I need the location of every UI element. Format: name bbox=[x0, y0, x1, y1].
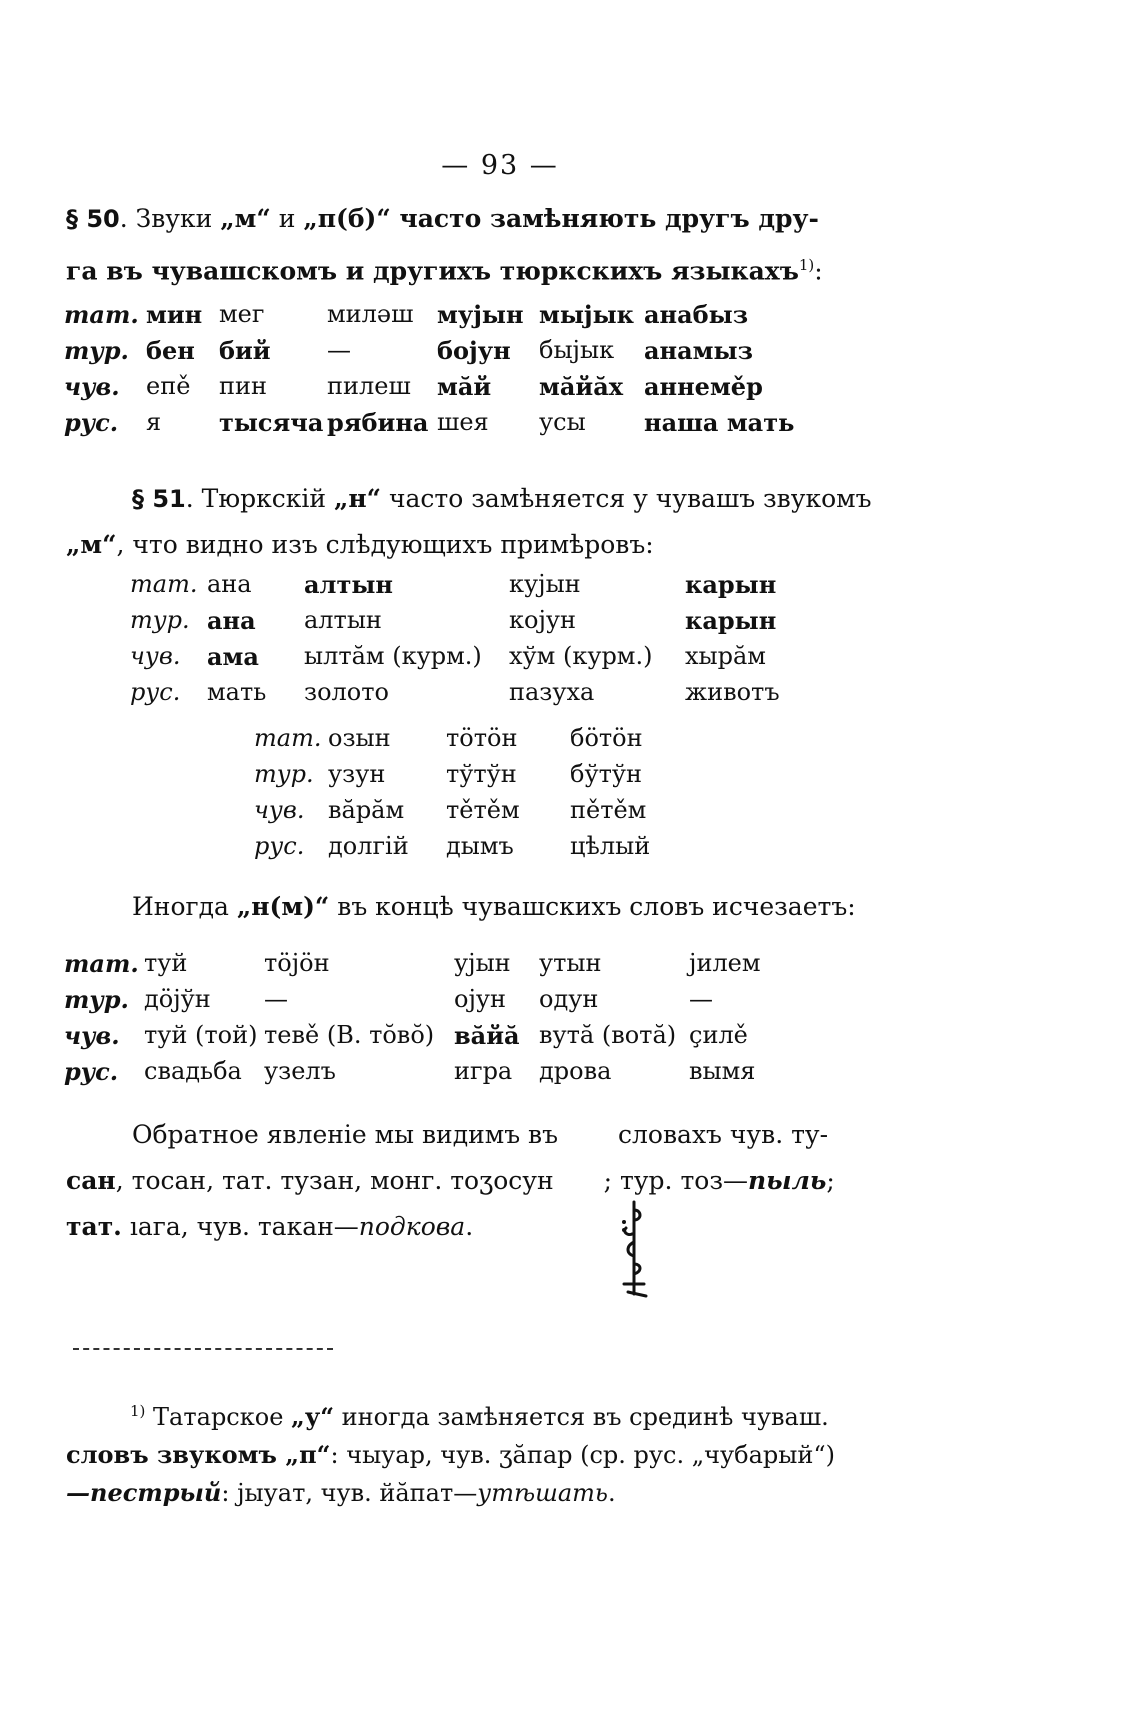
table-row: рус. я тысяча рябина шея усы наша мать bbox=[64, 407, 795, 437]
table-row: рус. мать золото пазуха животъ bbox=[130, 678, 780, 706]
footnote-ref: 1) bbox=[798, 256, 815, 274]
table-row: тат. мин мег миләш мујын мыјык анабыз bbox=[64, 299, 749, 329]
footnote: $^{1)}$ Татарское „у“ иногда замѣняется въ срединѣ чуваш. словъ звукомъ „п“: чыуар, чув. ʒăпар (ср. рус. „чубарый“) —пестрый: јыуат, чув. йăпат—утѣшать. bbox=[66, 1402, 836, 1507]
table-row: тур. бен бий — бојун быјык анамыз bbox=[64, 335, 753, 365]
section-number: § 51 bbox=[132, 485, 186, 513]
table-row: тур. дӧјўн — ојун одун — bbox=[64, 984, 713, 1014]
table-final-n bbox=[64, 945, 809, 1089]
table-row: тур. узун тўтўн бўтўн bbox=[254, 760, 642, 788]
paragraph-inogda: Иногда „н(м)“ въ концѣ чувашскихъ словъ исчезаетъ: bbox=[132, 892, 856, 921]
table-row: тат. туй тӧјӧн ујын утын јилем bbox=[64, 948, 761, 978]
table-row: рус. долгій дымъ цѣлый bbox=[254, 832, 651, 860]
table-row: чув. вăрăм тěтěм пěтěм bbox=[254, 796, 647, 824]
paragraph-obratnoe: Обратное явленіе мы видимъ въ словахъ чув. ту- сан, тосан, тат. тузан, монг. тоʒосун ; тур. тоз—пыль; тат. ıага, чув. такан—подкова. bbox=[66, 1120, 835, 1241]
footnote-divider bbox=[73, 1348, 333, 1350]
table-row: чув. туй (той) тевě (В. тŏвŏ) вăйă вутă (вотă) çилě bbox=[64, 1020, 748, 1050]
page-number: — 93 — bbox=[441, 150, 559, 181]
section-51-heading: § 51. Тюркскій „н“ часто замѣняется у чувашъ звукомъ „м“, что видно изъ слѣдующихъ примѣровъ: bbox=[66, 484, 872, 559]
section-50-heading: § 50. Звуки „м“ и „п(б)“ часто замѣняють другъ дру- га въ чувашскомъ и другихъ тюркскихъ языкахъ$^{1)}$: bbox=[66, 204, 823, 286]
table-row: тат. ана алтын кујын карын bbox=[130, 569, 777, 599]
table-n-m-2 bbox=[254, 720, 670, 864]
section-number: § 50 bbox=[66, 205, 120, 233]
table-row: рус. свадьба узелъ игра дрова вымя bbox=[64, 1056, 756, 1086]
table-row: чув. епě пин пилеш мăй мăйăх аннемěр bbox=[64, 371, 763, 401]
table-row: чув. ама ылтăм (курм.) хўм (курм.) хырăм bbox=[130, 641, 766, 671]
table-row: тур. ана алтын којун карын bbox=[130, 605, 777, 635]
table-n-m bbox=[130, 566, 825, 710]
footnote-mark: 1) bbox=[130, 1402, 146, 1420]
table-row: тат. озын тӧтӧн бӧтӧн bbox=[254, 724, 643, 752]
mongolian-script-glyph bbox=[618, 1198, 648, 1298]
table-m-p bbox=[64, 296, 804, 440]
